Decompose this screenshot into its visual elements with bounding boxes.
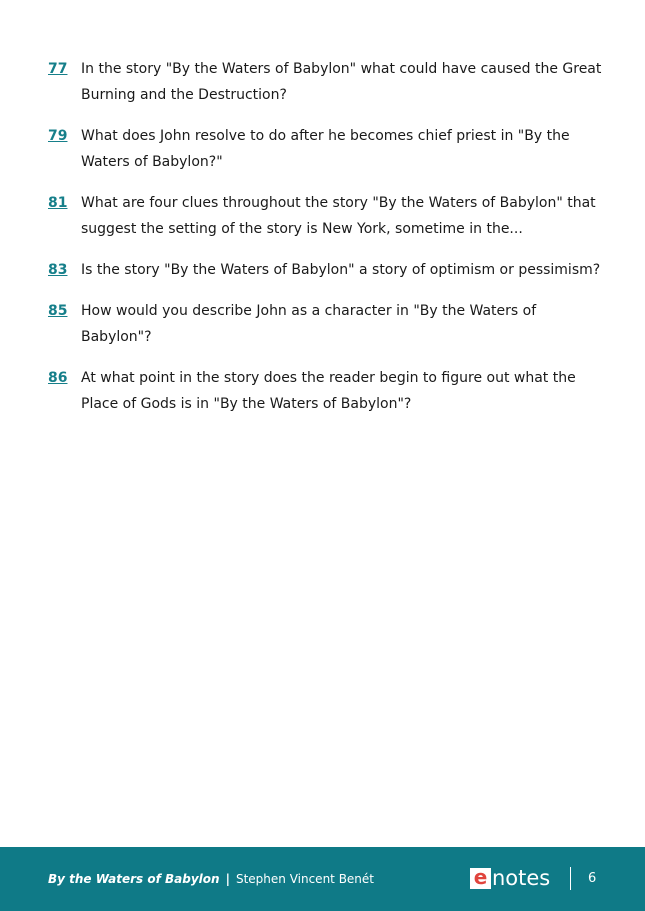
question-item — [48, 365, 608, 417]
question-text: In the story "By the Waters of Babylon" what could have caused the Great Burning and the Destruction? — [81, 61, 602, 103]
question-item — [48, 56, 608, 108]
question-number-link[interactable]: 86 — [48, 370, 68, 386]
footer-title — [48, 871, 374, 887]
page-number: 6 — [588, 871, 597, 886]
question-number-link[interactable]: 83 — [48, 262, 68, 278]
enotes-logo[interactable] — [470, 864, 551, 890]
question-number-link[interactable]: 77 — [48, 61, 68, 77]
question-text: What does John resolve to do after he becomes chief priest in "By the Waters of Babylon?" — [81, 128, 570, 170]
question-number-link[interactable]: 79 — [48, 128, 68, 144]
author-name: Stephen Vincent Benét — [235, 872, 374, 886]
logo-e-mark: e — [470, 868, 491, 889]
question-text: What are four clues throughout the story "By the Waters of Babylon" that suggest the setting of the story is New York, sometime in the... — [81, 195, 596, 237]
question-text: At what point in the story does the reader begin to figure out what the Place of Gods is in "By the Waters of Babylon"? — [81, 370, 576, 412]
footer-divider — [570, 867, 571, 890]
question-list — [48, 56, 608, 432]
question-item — [48, 298, 608, 350]
question-number-link[interactable]: 85 — [48, 303, 68, 319]
book-title: By the Waters of Babylon — [48, 872, 220, 886]
page-footer — [0, 847, 645, 911]
question-number-link[interactable]: 81 — [48, 195, 68, 211]
question-item — [48, 190, 608, 242]
question-item — [48, 257, 608, 283]
question-text: Is the story "By the Waters of Babylon" a story of optimism or pessimism? — [81, 262, 601, 278]
logo-wordmark: notes — [492, 866, 551, 890]
title-separator: | — [225, 872, 230, 886]
question-text: How would you describe John as a character in "By the Waters of Babylon"? — [81, 303, 537, 345]
question-item — [48, 123, 608, 175]
